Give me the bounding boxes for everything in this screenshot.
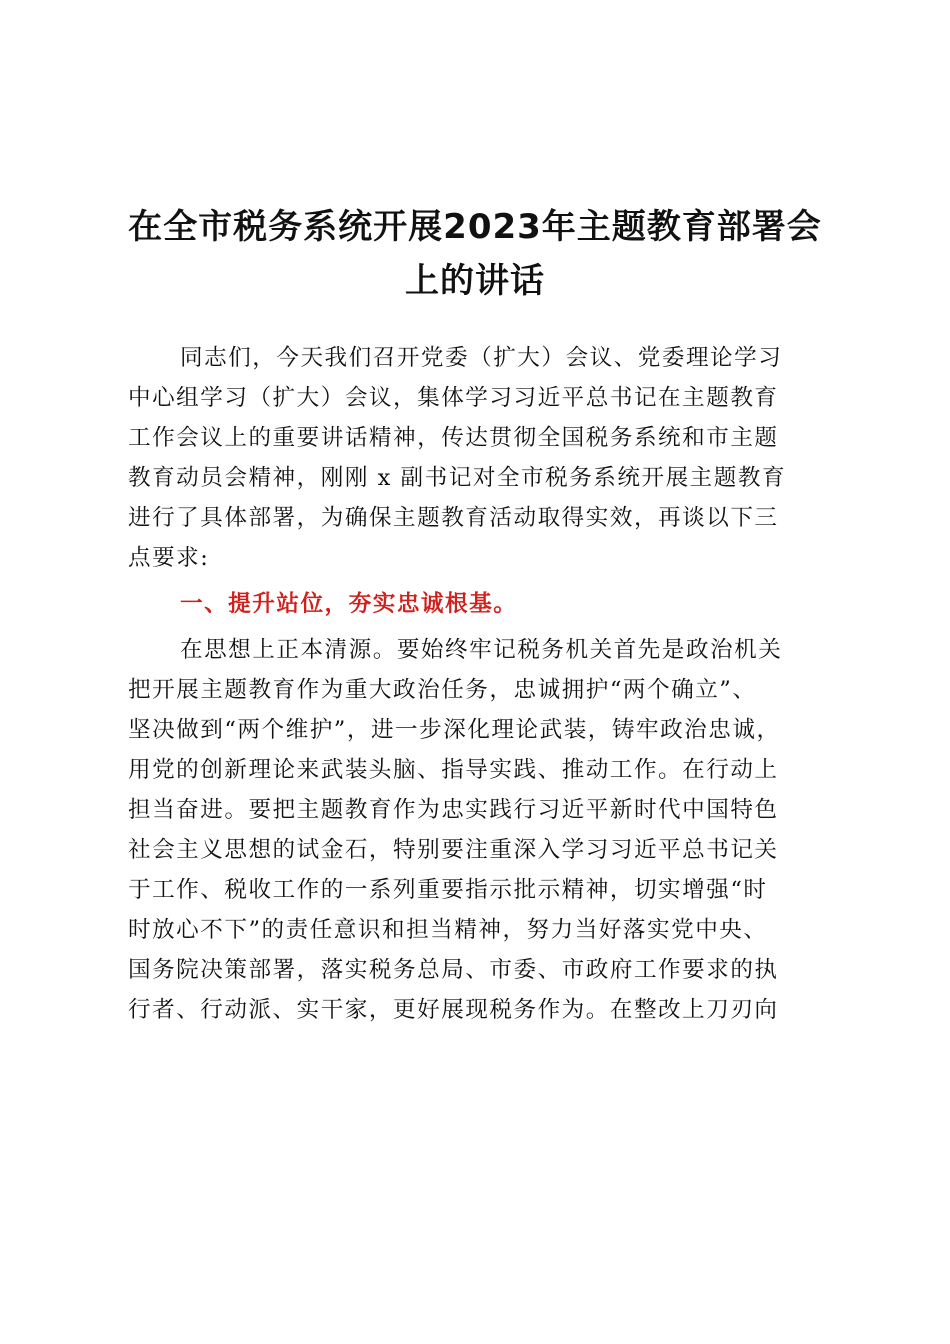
paragraph-line: 社会主义思想的试金石，特别要注重深入学习习近平总书记关 [128,837,779,863]
paragraph-line: 行者、行动派、实干家，更好展现税务作为。在整改上刀刃向 [128,997,779,1023]
paragraph-line: 于工作、税收工作的一系列重要指示批示精神，切实增强“时 [128,877,768,903]
paragraph-line: 在思想上正本清源。要始终牢记税务机关首先是政治机关 [180,637,783,663]
paragraph-line: 教育动员会精神，刚刚 x 副书记对全市税务系统开展主题教育 [128,465,787,491]
paragraph-opening [128,338,832,578]
paragraph-line: 担当奋进。要把主题教育作为忠实践行习近平新时代中国特色 [128,797,779,823]
paragraph-line: 进行了具体部署，为确保主题教育活动取得实效，再谈以下三 [128,505,779,531]
document-title [100,200,850,308]
document-body [128,338,832,1030]
paragraph-line: 中心组学习（扩大）会议，集体学习习近平总书记在主题教育 [128,385,779,411]
title-line-2: 上的讲话 [405,261,545,301]
paragraph-section-one [128,630,832,1030]
section-heading: 一、提升站位，夯实忠诚根基。 [180,591,518,617]
paragraph-line: 时放心不下”的责任意识和担当精神，努力当好落实党中央、 [128,917,768,943]
paragraph-line: 用党的创新理论来武装头脑、指导实践、推动工作。在行动上 [128,757,779,783]
title-line-1: 在全市税务系统开展2023年主题教育部署会 [128,207,822,247]
paragraph-line: 国务院决策部署，落实税务总局、市委、市政府工作要求的执 [128,957,779,983]
paragraph-line: 点要求: [128,545,210,571]
paragraph-line: 工作会议上的重要讲话精神，传达贯彻全国税务系统和市主题 [128,425,779,451]
paragraph-line: 把开展主题教育作为重大政治任务，忠诚拥护“两个确立”、 [128,677,757,703]
paragraph-line: 坚决做到“两个维护”，进一步深化理论武装，铸牢政治忠诚， [128,717,781,743]
paragraph-line: 同志们，今天我们召开党委（扩大）会议、党委理论学习 [180,345,783,371]
